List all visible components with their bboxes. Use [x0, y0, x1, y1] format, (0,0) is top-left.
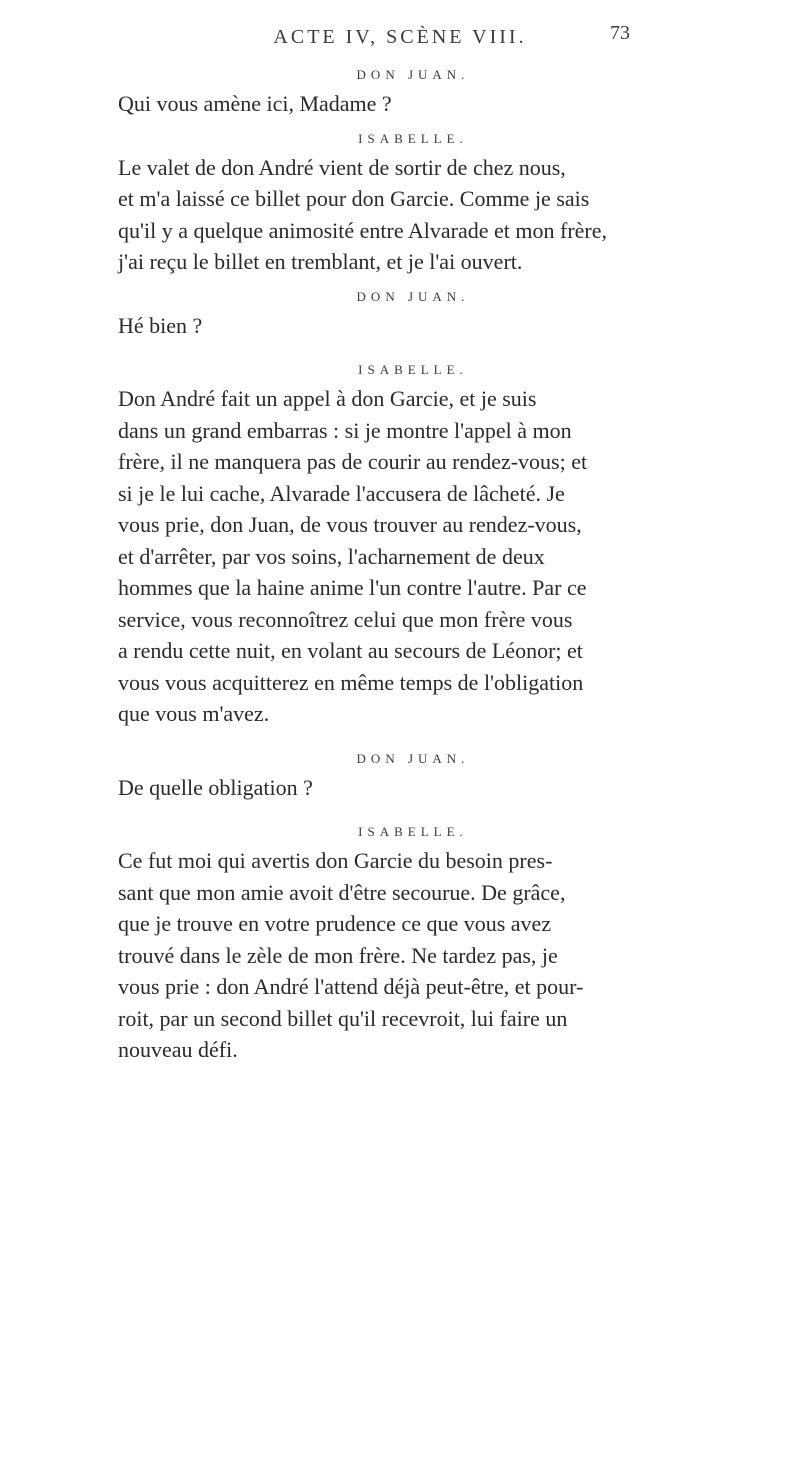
speech-line: qu'il y a quelque animosité entre Alvarade et mon frère,: [118, 217, 608, 243]
speaker-name: DON JUAN.: [356, 288, 470, 304]
speech-paragraph: [118, 88, 708, 120]
speaker-name: DON JUAN.: [356, 67, 470, 82]
speech-paragraph: [118, 310, 708, 342]
speaker-name: DON JUAN.: [356, 750, 470, 766]
speech-line: service, vous reconnoîtrez celui que mon frère vous: [118, 606, 573, 632]
dialogue-text: [118, 60, 708, 1066]
speech-line: frère, il ne manquera pas de courir au rendez-vous; et: [118, 449, 588, 474]
speaker-name: ISABELLE.: [358, 130, 468, 146]
running-head: ACTE IV, SCÈNE VIII.: [273, 26, 527, 48]
speech-line: et m'a laissé ce billet pour don Garcie. Comme je sais: [118, 186, 590, 211]
speech-line: vous prie, don Juan, de vous trouver au rendez-vous,: [118, 512, 582, 537]
speech-paragraph: [118, 152, 708, 278]
speech-line: Qui vous amène ici, Madame ?: [118, 91, 392, 116]
page-number: 73: [610, 22, 630, 44]
speech-line: j'ai reçu le billet en tremblant, et je l'ai ouvert.: [118, 249, 523, 274]
speaker-name: ISABELLE.: [358, 362, 468, 377]
speech-line: vous vous acquitterez en même temps de l'obligation: [118, 669, 584, 695]
speech-paragraph: [118, 383, 708, 730]
speech-line: roit, par un second billet qu'il recevroit, lui faire un: [118, 1005, 568, 1031]
speech-line: Hé bien ?: [118, 312, 203, 338]
speech-line: nouveau défi.: [118, 1037, 238, 1062]
speech-line: trouvé dans le zèle de mon frère. Ne tardez pas, je: [118, 942, 558, 968]
speech-line: Ce fut moi qui avertis don Garcie du besoin pres-: [118, 848, 553, 873]
speech-line: De quelle obligation ?: [118, 774, 313, 800]
speech-line: vous prie : don André l'attend déjà peut-être, et pour-: [118, 974, 584, 999]
speech-line: hommes que la haine anime l'un contre l'autre. Par ce: [118, 575, 587, 600]
speech-line: dans un grand embarras : si je montre l'appel à mon: [118, 417, 572, 443]
speech-line: et d'arrêter, par vos soins, l'acharnement de deux: [118, 543, 545, 569]
speech-line: si je le lui cache, Alvarade l'accusera de lâcheté. Je: [118, 480, 565, 506]
speech-paragraph: [118, 772, 708, 804]
speech-line: que vous m'avez.: [118, 701, 270, 726]
speech-line: Don André fait un appel à don Garcie, et je suis: [118, 386, 537, 411]
speaker-name: ISABELLE.: [358, 824, 468, 839]
speech-line: que je trouve en votre prudence ce que vous avez: [118, 911, 552, 936]
speech-line: Le valet de don André vient de sortir de chez nous,: [118, 154, 566, 180]
speech-line: sant que mon amie avoit d'être secourue. De grâce,: [118, 879, 566, 905]
speech-paragraph: [118, 845, 708, 1066]
speech-line: a rendu cette nuit, en volant au secours de Léonor; et: [118, 638, 583, 663]
